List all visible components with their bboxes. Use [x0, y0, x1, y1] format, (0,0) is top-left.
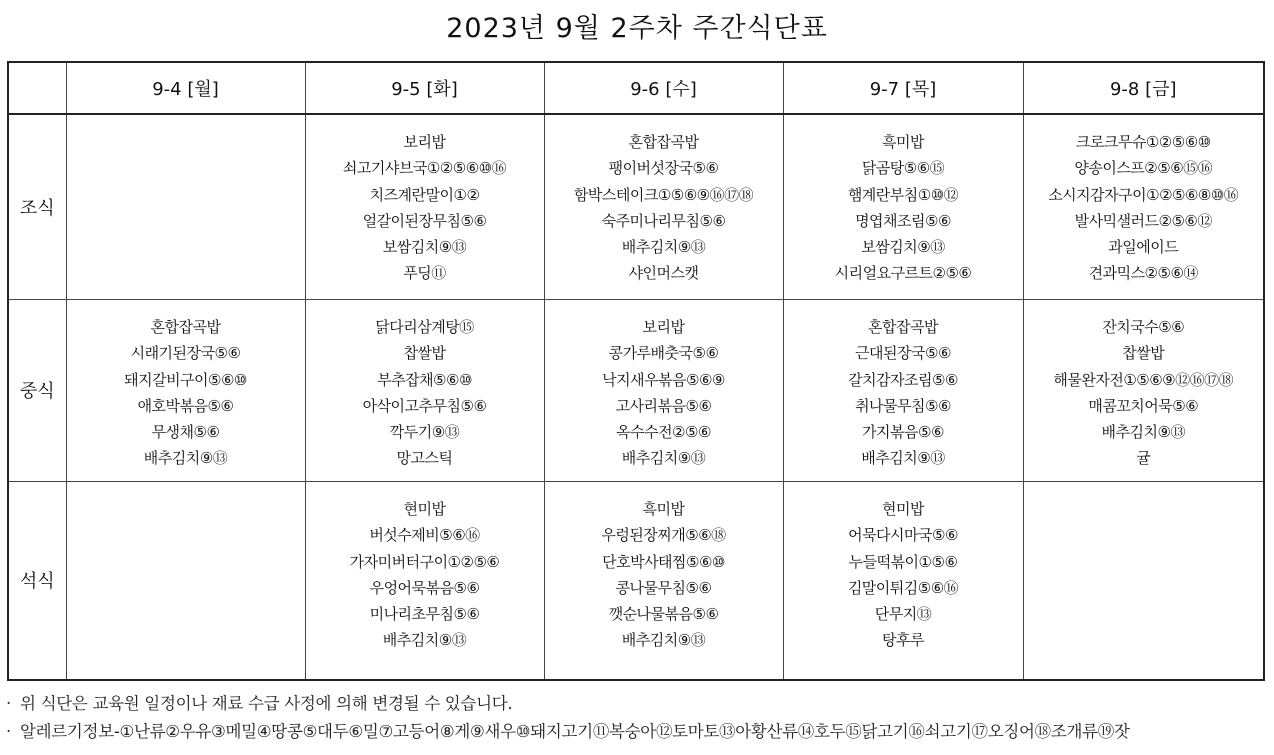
menu-item: 탕후루	[882, 631, 924, 650]
menu-list	[306, 482, 544, 654]
menu-item: 찹쌀밥	[1122, 344, 1165, 363]
menu-item: 단무지⑬	[874, 605, 932, 624]
menu-item: 돼지갈비구이⑤⑥⑩	[124, 370, 247, 389]
menu-item: 크로크무슈①②⑤⑥⑩	[1075, 133, 1211, 151]
menu-item: 콩나물무침⑤⑥	[615, 578, 712, 597]
menu-item: 팽이버섯장국⑤⑥	[608, 159, 719, 178]
menu-item: 시래기된장국⑤⑥	[130, 344, 241, 363]
day-header: 9-5 [화]	[305, 62, 544, 114]
menu-item: 애호박볶음⑤⑥	[137, 396, 234, 415]
menu-cell	[66, 114, 305, 299]
menu-list	[67, 300, 305, 472]
menu-item: 버섯수제비⑤⑥⑯	[369, 526, 480, 545]
menu-item: 보쌈김치⑨⑬	[382, 238, 467, 257]
menu-item: 혼합잡곡밥	[628, 133, 699, 151]
meal-label: 중식	[8, 299, 66, 481]
notes	[6, 690, 1268, 746]
menu-item: 배추김치⑨⑬	[861, 449, 945, 468]
menu-item: 흑미밥	[882, 133, 924, 151]
menu-cell	[783, 114, 1023, 299]
page-title: 2023년 9월 2주차 주간식단표	[446, 13, 828, 44]
menu-item: 닭곰탕⑤⑥⑮	[861, 159, 945, 178]
menu-item: 가지볶음⑤⑥	[862, 423, 944, 442]
menu-item: 단호박사태찜⑤⑥⑩	[602, 552, 725, 571]
menu-item: 과일에이드	[1108, 238, 1179, 257]
menu-item: 숙주미나리무침⑤⑥	[601, 211, 726, 230]
corner-cell	[8, 62, 66, 114]
menu-list	[306, 300, 544, 472]
menu-list	[545, 482, 783, 654]
menu-item: 배추김치⑨⑬	[621, 631, 706, 650]
weekly-menu-table	[7, 61, 1265, 681]
note-bullet: ·	[6, 694, 11, 713]
menu-item: 현미밥	[403, 499, 446, 518]
menu-item: 현미밥	[882, 499, 924, 518]
menu-item: 근대된장국⑤⑥	[855, 344, 951, 363]
day-header: 9-8 [금]	[1023, 62, 1264, 114]
menu-item: 귤	[1136, 449, 1151, 468]
menu-item: 견과믹스②⑤⑥⑭	[1088, 264, 1198, 283]
menu-item: 치즈계란말이①②	[369, 185, 480, 204]
note-bullet: ·	[6, 722, 11, 741]
menu-item: 혼합잡곡밥	[868, 317, 938, 336]
menu-cell	[1023, 114, 1264, 299]
menu-item: 깻순나물볶음⑤⑥	[608, 605, 719, 624]
menu-item: 김말이튀김⑤⑥⑯	[847, 578, 959, 597]
menu-list	[1024, 482, 1264, 496]
menu-cell	[1023, 481, 1264, 680]
meal-label: 조식	[8, 114, 66, 299]
menu-list	[784, 482, 1023, 654]
menu-item: 발사믹샐러드②⑤⑥⑫	[1074, 211, 1212, 230]
menu-list	[784, 115, 1023, 287]
menu-cell	[305, 114, 544, 299]
menu-cell	[783, 299, 1023, 481]
note-text: 알레르기정보-①난류②우유③메밀④땅콩⑤대두⑥밀⑦고등어⑧게⑨새우⑩돼지고기⑪복숭아⑫토마토⑬아황산류⑭호두⑮닭고기⑯쇠고기⑰오징어⑱조개류⑲잣	[20, 722, 1130, 741]
menu-item: 보쌈김치⑨⑬	[861, 238, 945, 257]
menu-item: 부추잡채⑤⑥⑩	[377, 370, 472, 389]
day-header: 9-7 [목]	[783, 62, 1023, 114]
menu-item: 보리밥	[642, 317, 685, 336]
menu-list	[1024, 300, 1264, 472]
menu-item: 배추김치⑨⑬	[382, 631, 467, 650]
menu-item: 무생채⑤⑥	[151, 423, 220, 442]
menu-item: 푸딩⑪	[403, 264, 446, 283]
menu-item: 혼합잡곡밥	[150, 317, 221, 336]
menu-cell	[544, 299, 783, 481]
menu-item: 콩가루배춧국⑤⑥	[608, 344, 719, 363]
day-header: 9-6 [수]	[544, 62, 783, 114]
menu-list	[67, 482, 305, 496]
meal-label: 석식	[8, 481, 66, 680]
menu-list	[306, 115, 544, 287]
menu-item: 아삭이고추무침⑤⑥	[362, 396, 487, 415]
menu-item: 옥수수전②⑤⑥	[616, 423, 711, 442]
breakfast-row	[8, 114, 1264, 299]
menu-item: 쇠고기샤브국①②⑤⑥⑩⑯	[342, 159, 507, 178]
menu-list	[784, 300, 1023, 472]
menu-item: 갈치감자조림⑤⑥	[848, 370, 958, 389]
menu-item: 어묵다시마국⑤⑥	[848, 526, 958, 545]
menu-item: 미나리초무침⑤⑥	[369, 605, 480, 624]
menu-list	[545, 115, 783, 287]
menu-item: 망고스틱	[396, 449, 453, 468]
menu-cell	[305, 299, 544, 481]
note-line	[6, 690, 1268, 718]
menu-item: 우엉어묵볶음⑤⑥	[369, 578, 480, 597]
menu-list	[67, 115, 305, 129]
menu-item: 취나물무침⑤⑥	[855, 396, 951, 415]
menu-item: 우렁된장찌개⑤⑥⑱	[601, 526, 726, 545]
menu-cell	[66, 299, 305, 481]
menu-cell	[1023, 299, 1264, 481]
menu-item: 누들떡볶이①⑤⑥	[848, 552, 958, 571]
allergy-note	[6, 718, 1268, 746]
menu-item: 해물완자전①⑤⑥⑨⑫⑯⑰⑱	[1053, 370, 1234, 389]
menu-item: 흑미밥	[642, 499, 685, 518]
menu-item: 양송이스프②⑤⑥⑮⑯	[1074, 159, 1213, 178]
menu-item: 잔치국수⑤⑥	[1102, 317, 1185, 336]
menu-list	[1024, 115, 1264, 287]
menu-item: 명엽채조림⑤⑥	[855, 211, 951, 230]
note-text: 위 식단은 교육원 일정이나 재료 수급 사정에 의해 변경될 수 있습니다.	[20, 694, 513, 713]
menu-cell	[783, 481, 1023, 680]
menu-cell	[544, 114, 783, 299]
menu-item: 배추김치⑨⑬	[143, 449, 228, 468]
menu-list	[545, 300, 783, 472]
day-header: 9-4 [월]	[66, 62, 305, 114]
menu-item: 배추김치⑨⑬	[621, 238, 706, 257]
menu-item: 낙지새우볶음⑤⑥⑨	[602, 370, 725, 389]
menu-item: 보리밥	[403, 133, 446, 151]
menu-item: 배추김치⑨⑬	[621, 449, 706, 468]
header-row	[8, 62, 1264, 114]
lunch-row	[8, 299, 1264, 481]
menu-item: 고사리볶음⑤⑥	[615, 396, 712, 415]
menu-item: 얼갈이된장무침⑤⑥	[362, 211, 487, 230]
menu-item: 배추김치⑨⑬	[1101, 423, 1185, 442]
menu-item: 찹쌀밥	[403, 344, 446, 363]
menu-item: 햄계란부침①⑩⑫	[847, 185, 959, 204]
menu-item: 함박스테이크①⑤⑥⑨⑯⑰⑱	[573, 185, 754, 204]
menu-cell	[66, 481, 305, 680]
menu-item: 소시지감자구이①②⑤⑥⑧⑩⑯	[1048, 185, 1239, 204]
menu-item: 매콤꼬치어묵⑤⑥	[1088, 396, 1199, 415]
menu-item: 가자미버터구이①②⑤⑥	[349, 552, 500, 571]
menu-item: 시리얼요구르트②⑤⑥	[834, 264, 972, 283]
menu-item: 깍두기⑨⑬	[389, 423, 460, 442]
menu-item: 샤인머스캣	[628, 264, 699, 283]
menu-item: 닭다리삼계탕⑮	[375, 317, 474, 336]
dinner-row	[8, 481, 1264, 680]
menu-cell	[305, 481, 544, 680]
menu-cell	[544, 481, 783, 680]
